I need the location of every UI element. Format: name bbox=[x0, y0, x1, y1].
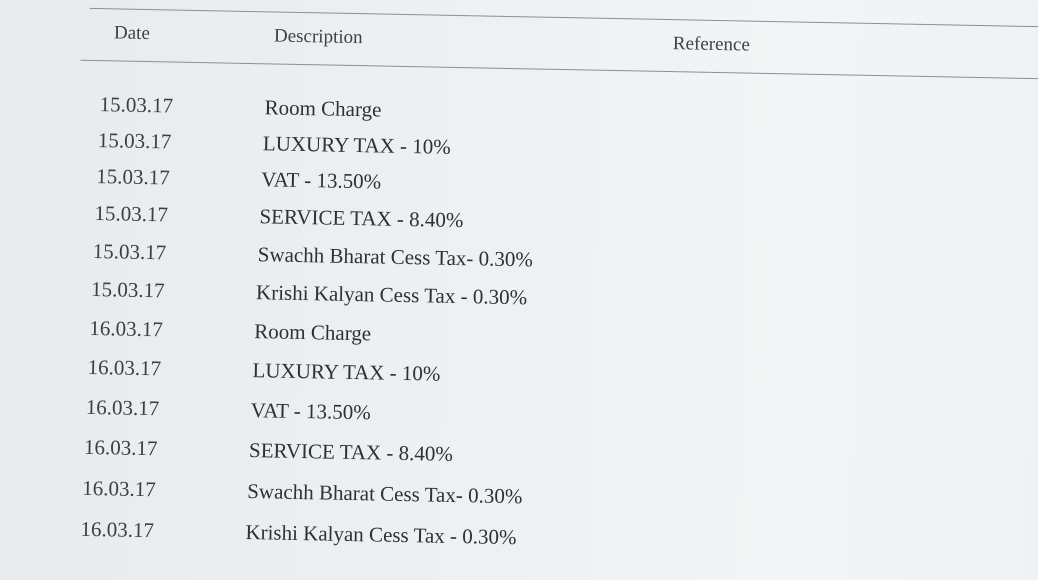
row-6-date: 15.03.17 bbox=[90, 276, 165, 303]
row-3-date: 15.03.17 bbox=[96, 164, 170, 190]
row-8-date: 16.03.17 bbox=[87, 354, 162, 381]
row-4-description: SERVICE TAX - 8.40% bbox=[259, 204, 464, 233]
row-5-description: Swachh Bharat Cess Tax- 0.30% bbox=[257, 242, 534, 272]
column-header-description: Description bbox=[273, 25, 363, 49]
row-8-description: LUXURY TAX - 10% bbox=[252, 358, 441, 386]
row-6-description: Krishi Kalyan Cess Tax - 0.30% bbox=[255, 280, 528, 310]
row-7-date: 16.03.17 bbox=[89, 315, 164, 342]
top-rule bbox=[89, 8, 1038, 27]
header-rule bbox=[80, 60, 1038, 79]
row-3-description: VAT - 13.50% bbox=[260, 167, 382, 194]
row-12-description: Krishi Kalyan Cess Tax - 0.30% bbox=[245, 520, 517, 550]
row-2-date: 15.03.17 bbox=[97, 128, 172, 154]
row-2-description: LUXURY TAX - 10% bbox=[262, 131, 452, 159]
row-12-date: 16.03.17 bbox=[80, 516, 155, 543]
row-1-date: 15.03.17 bbox=[99, 92, 174, 118]
column-header-date: Date bbox=[113, 22, 151, 45]
row-9-date: 16.03.17 bbox=[85, 394, 160, 421]
column-header-reference: Reference bbox=[672, 33, 751, 56]
row-5-date: 15.03.17 bbox=[92, 239, 167, 265]
row-4-date: 15.03.17 bbox=[94, 201, 169, 227]
row-10-date: 16.03.17 bbox=[83, 434, 158, 461]
row-11-date: 16.03.17 bbox=[82, 475, 156, 502]
row-1-description: Room Charge bbox=[264, 95, 382, 122]
row-7-description: Room Charge bbox=[254, 319, 372, 346]
row-10-description: SERVICE TAX - 8.40% bbox=[248, 438, 454, 466]
row-11-description: Swachh Bharat Cess Tax- 0.30% bbox=[247, 479, 523, 509]
row-9-description: VAT - 13.50% bbox=[250, 398, 371, 425]
